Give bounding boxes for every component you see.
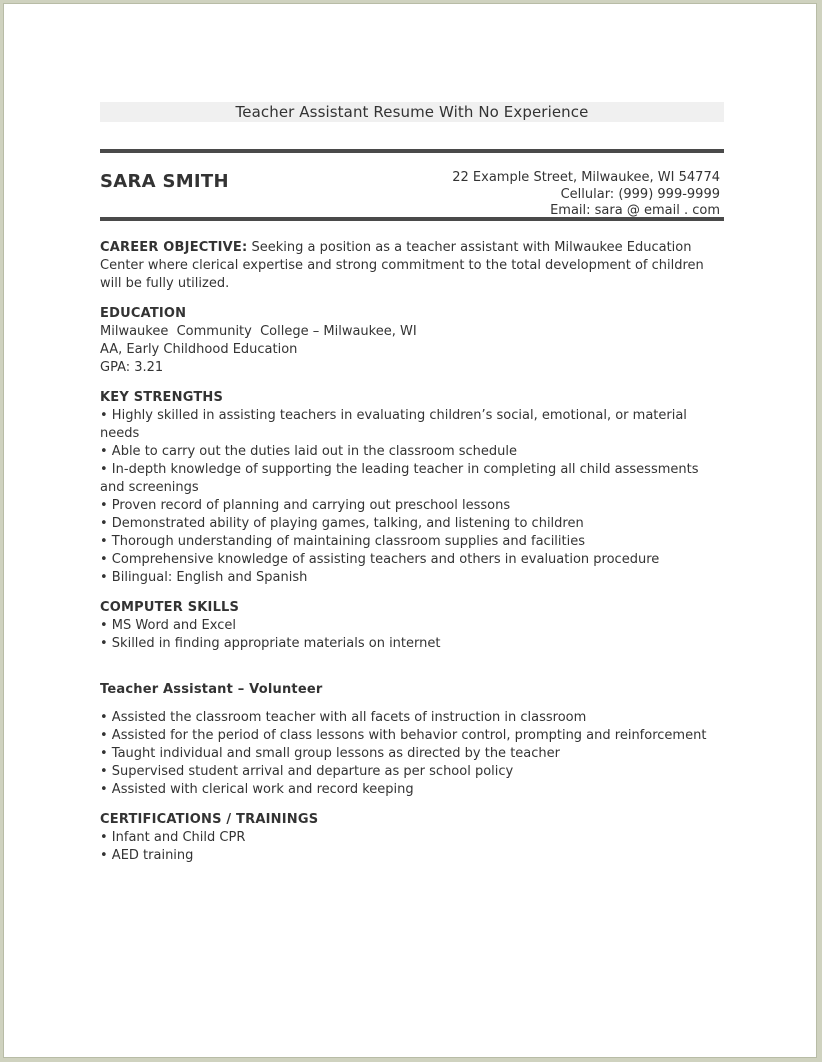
list-item: • Comprehensive knowledge of assisting teachers and others in evaluation procedure: [100, 552, 660, 567]
education-line: Milwaukee Community College – Milwaukee, WI: [100, 324, 417, 339]
education-section: [100, 305, 724, 377]
education-line: AA, Early Childhood Education: [100, 342, 298, 357]
resume-content: [100, 102, 724, 865]
resume-page: [3, 3, 817, 1058]
career-objective-text: Seeking a position as a teacher assistant with Milwaukee Education Center where clerical expertise and strong commitment to the total development of children will be fully utilized.: [100, 240, 704, 291]
key-strengths-heading: KEY STRENGTHS: [100, 390, 224, 405]
certifications-section: [100, 811, 724, 865]
list-item: • Demonstrated ability of playing games, talking, and listening to children: [100, 516, 584, 531]
contact-email: Email: sara @ email . com: [550, 203, 720, 218]
list-item: • MS Word and Excel: [100, 618, 236, 633]
career-objective-label: CAREER OBJECTIVE:: [100, 240, 248, 255]
list-item: • Taught individual and small group lessons as directed by the teacher: [100, 746, 560, 761]
certifications-heading: CERTIFICATIONS / TRAININGS: [100, 812, 319, 827]
career-objective-section: [100, 239, 724, 293]
list-item: • In-depth knowledge of supporting the leading teacher in completing all child assessments and screenings: [100, 462, 703, 495]
list-item: • AED training: [100, 848, 194, 863]
job-title: Teacher Assistant – Volunteer: [100, 682, 323, 697]
education-line: GPA: 3.21: [100, 360, 164, 375]
list-item: • Thorough understanding of maintaining classroom supplies and facilities: [100, 534, 586, 549]
list-item: • Bilingual: English and Spanish: [100, 570, 308, 585]
contact-block: [452, 170, 720, 220]
education-heading: EDUCATION: [100, 306, 187, 321]
key-strengths-section: [100, 389, 724, 587]
list-item: • Proven record of planning and carrying out preschool lessons: [100, 498, 511, 513]
resume-header: [100, 153, 724, 217]
list-item: • Able to carry out the duties laid out in the classroom schedule: [100, 444, 518, 459]
candidate-name: SARA SMITH: [100, 171, 229, 192]
computer-skills-heading: COMPUTER SKILLS: [100, 600, 240, 615]
list-item: • Assisted for the period of class lessons with behavior control, prompting and reinforcement: [100, 728, 707, 743]
list-item: • Assisted the classroom teacher with all facets of instruction in classroom: [100, 710, 587, 725]
contact-address: 22 Example Street, Milwaukee, WI 54774: [452, 170, 720, 185]
list-item: • Supervised student arrival and departure as per school policy: [100, 764, 514, 779]
computer-skills-section: [100, 599, 724, 653]
list-item: • Highly skilled in assisting teachers in evaluating children’s social, emotional, or material needs: [100, 408, 692, 441]
experience-section: [100, 681, 724, 799]
job-duties-list: [100, 709, 724, 799]
list-item: • Assisted with clerical work and record keeping: [100, 782, 414, 797]
list-item: • Infant and Child CPR: [100, 830, 246, 845]
contact-cellular: Cellular: (999) 999-9999: [560, 186, 720, 202]
document-title: Teacher Assistant Resume With No Experience: [100, 102, 724, 122]
list-item: • Skilled in finding appropriate materials on internet: [100, 636, 441, 651]
